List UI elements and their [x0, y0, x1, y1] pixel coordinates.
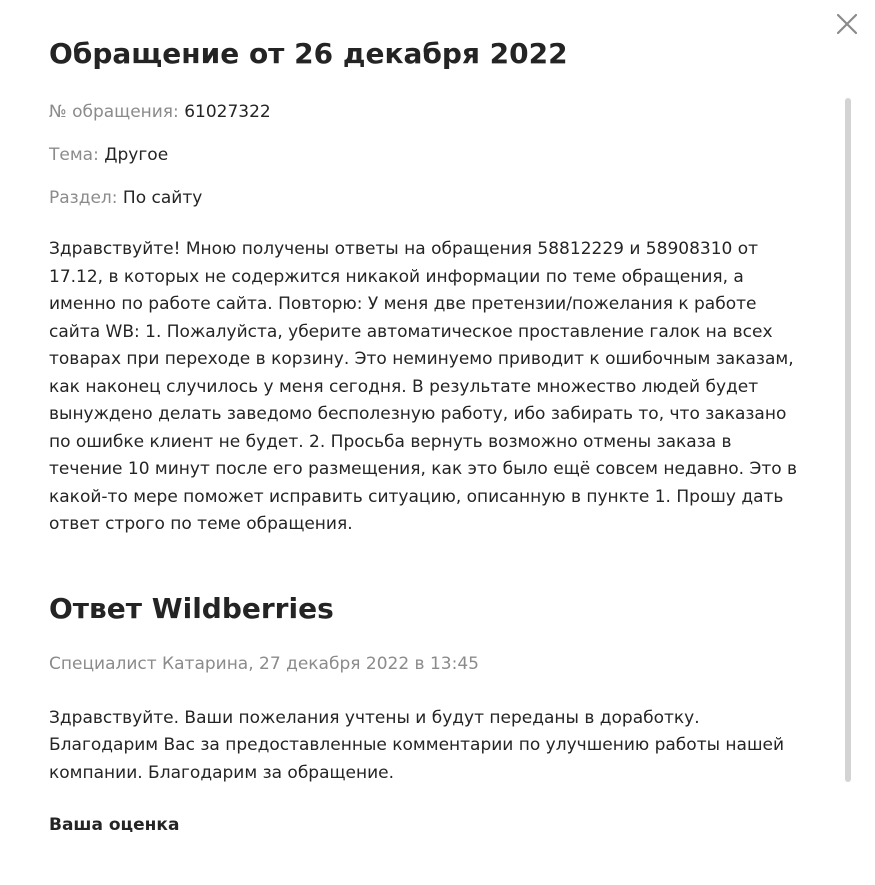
request-topic: [49, 143, 810, 167]
request-topic-value: Другое: [104, 145, 169, 165]
answer-title: Ответ Wildberries: [49, 591, 334, 625]
request-section-value: По сайту: [122, 188, 203, 208]
request-number-label: № обращения:: [49, 102, 179, 122]
request-number-value: 61027322: [184, 102, 271, 122]
request-title: Обращение от 26 декабря 2022: [49, 37, 568, 70]
request-section: [49, 186, 810, 210]
request-topic-label: Тема:: [49, 145, 99, 165]
rating-label: Ваша оценка: [49, 815, 180, 832]
request-text: Здравствуйте! Мною получены ответы на обращения 58812229 и 58908310 от 17.12, в которых не содержится никакой информации по теме обращения, а именно по работе сайта. Повторю: У меня две претензии/пожелания к работе сайта WB: 1. Пожалуйста, уберите автоматическое проставление галок на всех товарах при переходе в корзину. Это неминуемо приводит к ошибочным заказам, как наконец случилось у меня сегодня. В результате множество людей будет вынуждено делать заведомо бесполезную работу, ибо забирать то, что заказано по ошибке клиент не будет. 2. Просьба вернуть возможно отмены заказа в течение 10 минут после его размещения, как это было ещё совсем недавно. Это в какой-то мере поможет исправить ситуацию, описанную в пункте 1. Прошу дать ответ строго по теме обращения.: [49, 239, 798, 534]
request-number: [49, 100, 810, 124]
close-button[interactable]: [833, 10, 861, 38]
answer-text: Здравствуйте. Ваши пожелания учтены и будут переданы в доработку. Благодарим Вас за предоставленные комментарии по улучшению работы нашей компании. Благодарим за обращение.: [49, 707, 785, 783]
scrollbar-thumb[interactable]: [845, 98, 851, 782]
request-section-label: Раздел:: [49, 188, 118, 208]
answer-specialist: Специалист Катарина, 27 декабря 2022 в 13:45: [49, 653, 479, 674]
close-icon: [833, 10, 861, 38]
